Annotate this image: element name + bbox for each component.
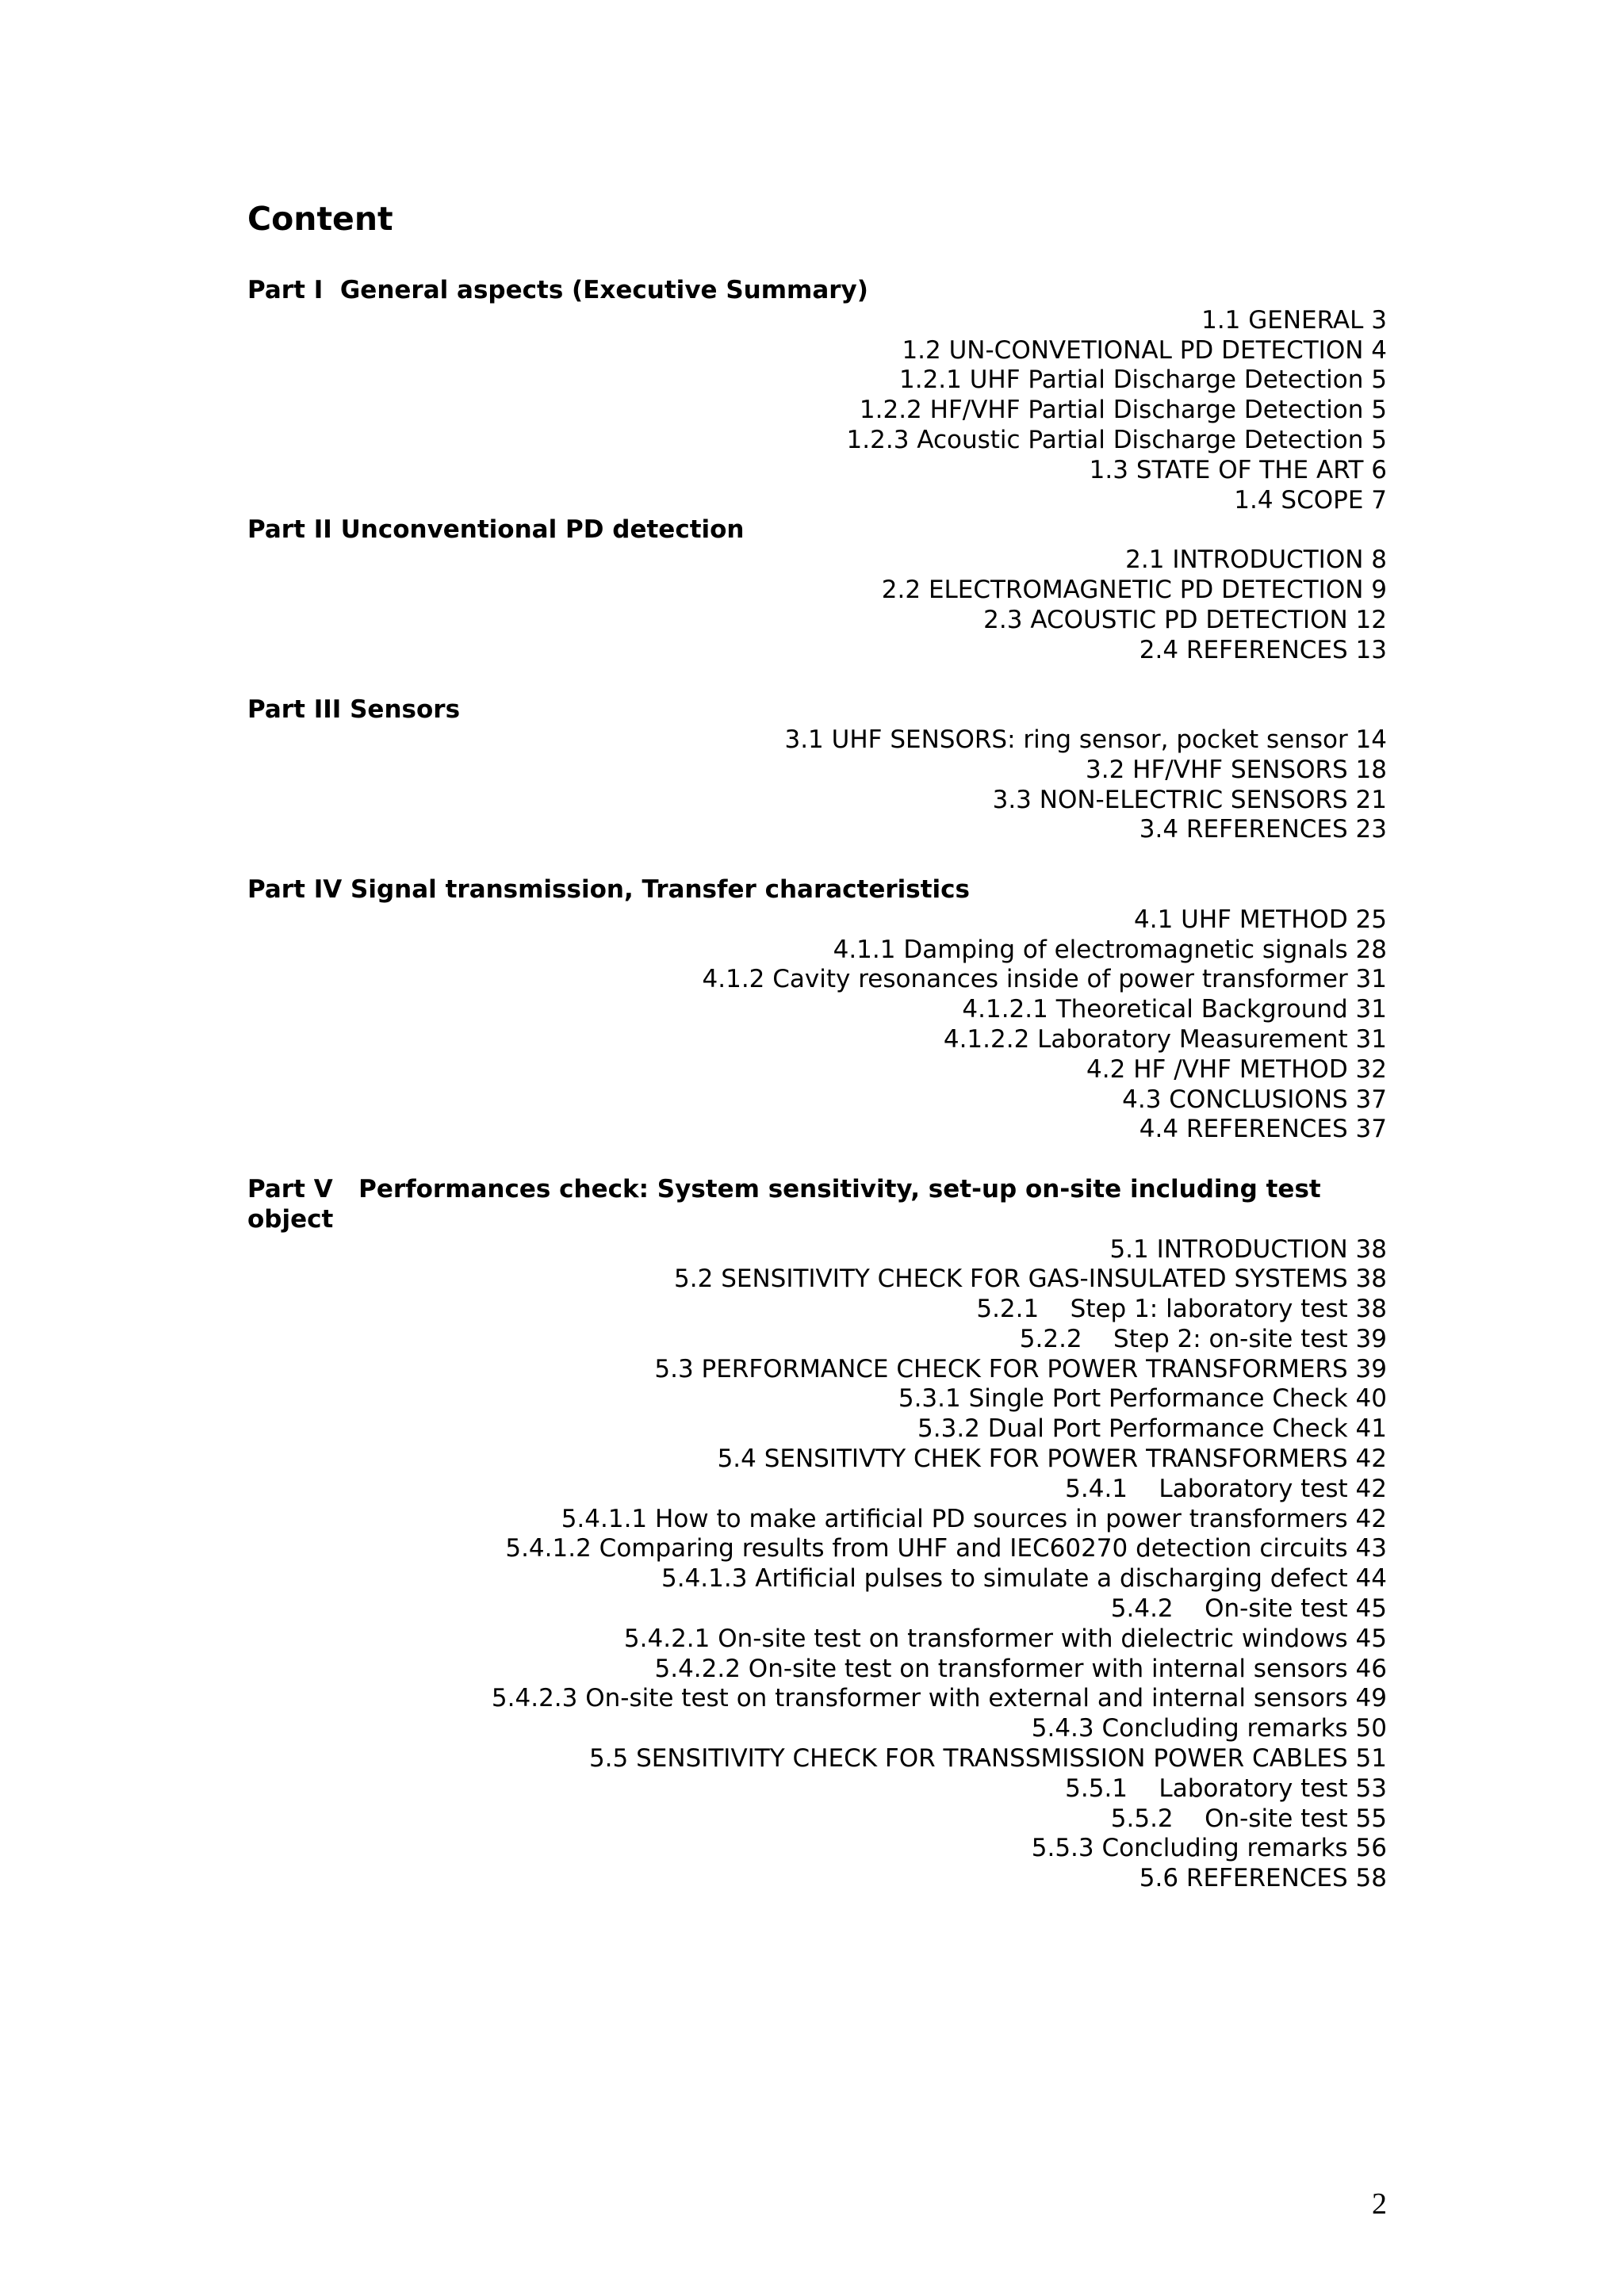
part-title: Sensors xyxy=(350,695,461,725)
toc-entry[interactable]: 4.3 CONCLUSIONS 37 xyxy=(1122,1085,1387,1114)
page-number: 2 xyxy=(1372,2187,1387,2221)
part-gap xyxy=(332,515,341,544)
part-title: Performances check: System sensitivity, set-up on-site including test xyxy=(358,1174,1321,1203)
toc-entry[interactable]: 5.2.2 Step 2: on-site test 39 xyxy=(1019,1324,1387,1353)
toc-entry[interactable]: 1.1 GENERAL 3 xyxy=(1201,305,1387,335)
part-heading xyxy=(247,695,1387,725)
part-gap xyxy=(341,695,350,724)
toc-entry[interactable]: 5.4 SENSITIVTY CHEK FOR POWER TRANSFORMERS 42 xyxy=(717,1445,1387,1474)
toc-entry[interactable]: 5.4.1.1 How to make artificial PD sources in power transformers 42 xyxy=(561,1504,1387,1533)
toc-entry[interactable]: 4.2 HF /VHF METHOD 32 xyxy=(1086,1054,1387,1084)
toc-entry[interactable]: 3.3 NON-ELECTRIC SENSORS 21 xyxy=(992,785,1387,814)
toc-entry[interactable]: 5.3 PERFORMANCE CHECK FOR POWER TRANSFORMERS 39 xyxy=(654,1354,1387,1383)
toc-entry[interactable]: 3.2 HF/VHF SENSORS 18 xyxy=(1086,755,1387,784)
toc-entry[interactable]: 1.2.2 HF/VHF Partial Discharge Detection 5 xyxy=(859,396,1387,425)
part-label: Part II xyxy=(247,515,332,545)
toc-entry[interactable]: 2.2 ELECTROMAGNETIC PD DETECTION 9 xyxy=(881,575,1387,604)
toc-entry[interactable]: 5.3.1 Single Port Performance Check 40 xyxy=(898,1384,1387,1414)
toc-entry[interactable]: 4.1.2.2 Laboratory Measurement 31 xyxy=(943,1024,1387,1054)
part-label: Part IV xyxy=(247,874,343,904)
part-heading-continuation: object xyxy=(247,1204,334,1234)
toc-entry[interactable]: 5.4.1.2 Comparing results from UHF and IEC60270 detection circuits 43 xyxy=(505,1534,1387,1563)
toc-entry[interactable]: 4.1.1 Damping of electromagnetic signals 28 xyxy=(833,935,1387,964)
part-heading xyxy=(247,1175,1387,1205)
toc-entry[interactable]: 3.4 REFERENCES 23 xyxy=(1139,815,1387,844)
toc-entry[interactable]: 4.1.2.1 Theoretical Background 31 xyxy=(962,995,1387,1024)
toc-entry[interactable]: 5.5.1 Laboratory test 53 xyxy=(1065,1774,1387,1803)
toc-entry[interactable]: 5.1 INTRODUCTION 38 xyxy=(1109,1234,1387,1264)
table-of-contents xyxy=(247,276,1387,1894)
part-heading xyxy=(247,276,1387,306)
toc-entry[interactable]: 5.4.1.3 Artificial pulses to simulate a discharging defect 44 xyxy=(661,1564,1387,1594)
toc-entry[interactable]: 1.2.3 Acoustic Partial Discharge Detection 5 xyxy=(846,425,1387,454)
toc-entry[interactable]: 3.1 UHF SENSORS: ring sensor, pocket sensor 14 xyxy=(784,725,1387,754)
toc-entry[interactable]: 1.2.1 UHF Partial Discharge Detection 5 xyxy=(899,365,1387,395)
part-gap xyxy=(323,276,340,304)
toc-entry[interactable]: 1.4 SCOPE 7 xyxy=(1234,485,1387,515)
part-title: Unconventional PD detection xyxy=(340,515,745,545)
part-label: Part V xyxy=(247,1174,333,1203)
part-title: General aspects (Executive Summary) xyxy=(339,276,868,304)
toc-entry[interactable]: 5.5.3 Concluding remarks 56 xyxy=(1031,1834,1387,1863)
toc-entry[interactable]: 4.1.2 Cavity resonances inside of power transformer 31 xyxy=(702,965,1387,994)
toc-entry[interactable]: 5.6 REFERENCES 58 xyxy=(1139,1864,1387,1893)
part-label: Part III xyxy=(247,695,342,725)
section-spacer xyxy=(247,1145,1387,1175)
toc-entry[interactable]: 5.2 SENSITIVITY CHECK FOR GAS-INSULATED SYSTEMS 38 xyxy=(674,1265,1387,1294)
toc-entry[interactable]: 1.2 UN-CONVETIONAL PD DETECTION 4 xyxy=(902,335,1387,365)
toc-entry[interactable]: 5.4.2.3 On-site test on transformer with external and internal sensors 49 xyxy=(491,1684,1387,1713)
part-heading xyxy=(247,515,1387,545)
toc-entry[interactable]: 5.5 SENSITIVITY CHECK FOR TRANSSMISSION POWER CABLES 51 xyxy=(588,1744,1387,1774)
toc-entry[interactable]: 5.3.2 Dual Port Performance Check 41 xyxy=(917,1414,1387,1444)
toc-entry[interactable]: 2.4 REFERENCES 13 xyxy=(1139,635,1387,664)
part-label: Part I xyxy=(247,276,324,304)
section-spacer xyxy=(247,665,1387,695)
toc-entry[interactable]: 5.4.2 On-site test 45 xyxy=(1110,1594,1387,1624)
toc-entry[interactable]: 5.4.2.1 On-site test on transformer with dielectric windows 45 xyxy=(623,1624,1387,1653)
toc-entry[interactable]: 2.1 INTRODUCTION 8 xyxy=(1125,545,1387,575)
toc-entry[interactable]: 4.4 REFERENCES 37 xyxy=(1139,1115,1387,1144)
toc-entry[interactable]: 5.4.1 Laboratory test 42 xyxy=(1065,1474,1387,1503)
part-gap xyxy=(333,1175,358,1203)
part-gap xyxy=(342,875,350,904)
section-spacer xyxy=(247,845,1387,875)
part-title: Signal transmission, Transfer characteristics xyxy=(350,874,971,904)
toc-entry[interactable]: 1.3 STATE OF THE ART 6 xyxy=(1089,455,1387,484)
part-heading xyxy=(247,875,1387,905)
page-title: Content xyxy=(247,200,393,238)
toc-entry[interactable]: 2.3 ACOUSTIC PD DETECTION 12 xyxy=(983,605,1387,634)
toc-entry[interactable]: 5.4.3 Concluding remarks 50 xyxy=(1031,1714,1387,1743)
toc-entry[interactable]: 5.2.1 Step 1: laboratory test 38 xyxy=(976,1295,1387,1324)
toc-entry[interactable]: 5.5.2 On-site test 55 xyxy=(1110,1804,1387,1833)
toc-entry[interactable]: 5.4.2.2 On-site test on transformer with internal sensors 46 xyxy=(654,1654,1387,1683)
toc-entry[interactable]: 4.1 UHF METHOD 25 xyxy=(1134,905,1387,934)
